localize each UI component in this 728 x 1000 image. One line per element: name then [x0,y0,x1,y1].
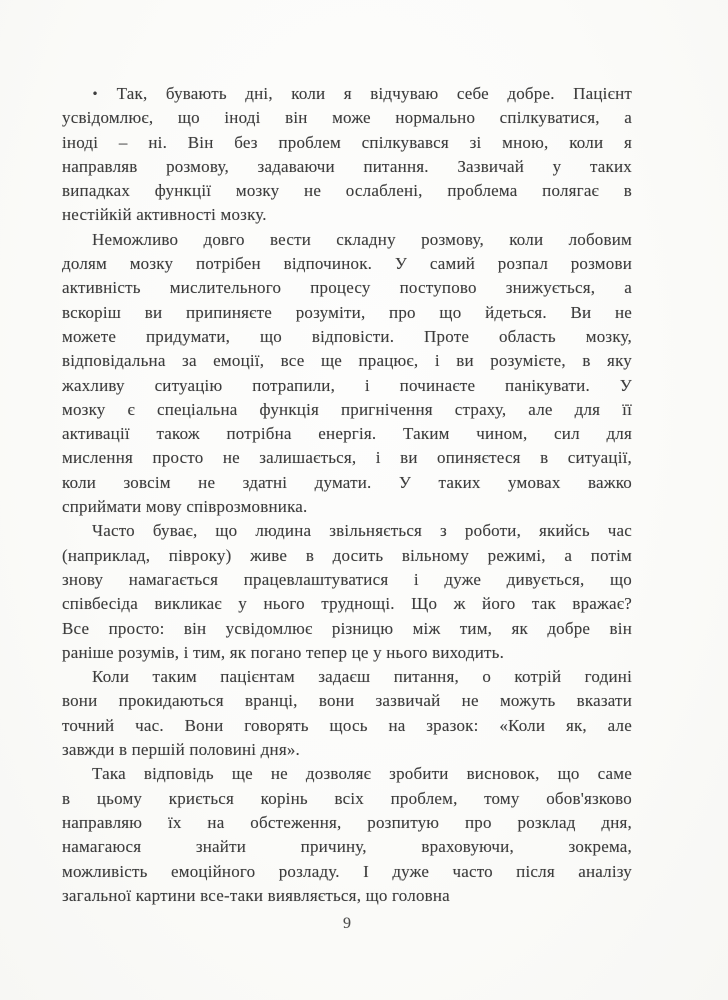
text-line: Коли таким пацієнтам задаєш питання, о котрій годині [92,667,632,687]
text-line: вони прокидаються вранці, вони зазвичай не можуть вказати [62,691,632,711]
text-line: намагаюся знайти причину, враховуючи, зокрема, [62,837,632,857]
text-line: в цьому криється корінь всіх проблем, тому обов'язково [62,788,632,808]
page-number: 9 [343,915,351,932]
paragraph [62,762,632,908]
text-line: долям мозку потрібен відпочинок. У самий розпал розмови [62,254,632,274]
text-line: іноді – ні. Він без проблем спілкувався зі мною, коли я [62,132,632,152]
text-line: Часто буває, що людина звільняється з роботи, якийсь час [92,521,632,541]
text-line: (наприклад, півроку) живе в досить вільному режимі, а потім [62,545,632,565]
text-line: вскоріш ви припиняєте розуміти, про що йдеться. Ви не [62,302,632,322]
text-line: нестійкій активності мозку. [62,205,267,225]
text-line: активації також потрібна енергія. Таким чином, сил для [62,424,632,444]
text-block [62,82,632,908]
line-text: Так, бувають дні, коли я відчуваю себе добре. Пацієнт [116,84,632,103]
text-line: направляю їх на обстеження, розпитую про розклад дня, [62,812,632,832]
text-line: співбесіда викликає у нього труднощі. Що ж його так вражає? [62,594,632,614]
text-line: можливість емоційного розладу. І дуже часто після аналізу [62,861,632,881]
text-line: завжди в першій половині дня». [62,740,300,760]
text-line: точний час. Вони говорять щось на зразок: «Коли як, але [62,715,632,735]
text-line: коли зовсім не здатні думати. У таких умовах важко [62,472,632,492]
text-line: раніше розумів, і тим, як погано тепер це у нього виходить. [62,642,505,662]
text-line: направляв розмову, задаваючи питання. Зазвичай у таких [62,156,632,176]
text-line: усвідомлює, що іноді він може нормально спілкуватися, а [62,108,632,128]
text-line: мозку є спеціальна функція пригнічення страху, але для її [62,399,632,419]
text-line: Все просто: він усвідомлює різницю між тим, як добре він [62,618,632,638]
text-line: знову намагається працевлаштуватися і дуже дивується, що [62,569,632,589]
bullet-icon: • [92,85,98,102]
text-line: Така відповідь ще не дозволяє зробити висновок, що саме [92,764,632,784]
text-line [62,82,632,106]
text-line: жахливу ситуацію потрапили, і починаєте панікувати. У [62,375,632,395]
paragraph [62,519,632,665]
text-line: Неможливо довго вести складну розмову, коли лобовим [92,229,632,249]
paragraph [62,82,632,228]
paragraph [62,665,632,762]
text-line: можете придумати, що відповісти. Проте область мозку, [62,326,632,346]
paragraph [62,228,632,520]
text-line: відповідальна за емоції, все ще працює, і ви розумієте, в яку [62,351,632,371]
text-line: мислення просто не залишається, і ви опиняєтеся в ситуації, [62,448,632,468]
text-line: випадках функції мозку не ослаблені, проблема полягає в [62,181,632,201]
text-line: сприймати мову співрозмовника. [62,497,308,517]
text-line: активність мислительного процесу поступово знижується, а [62,278,632,298]
text-line: загальної картини все-таки виявляється, що головна [62,885,450,905]
